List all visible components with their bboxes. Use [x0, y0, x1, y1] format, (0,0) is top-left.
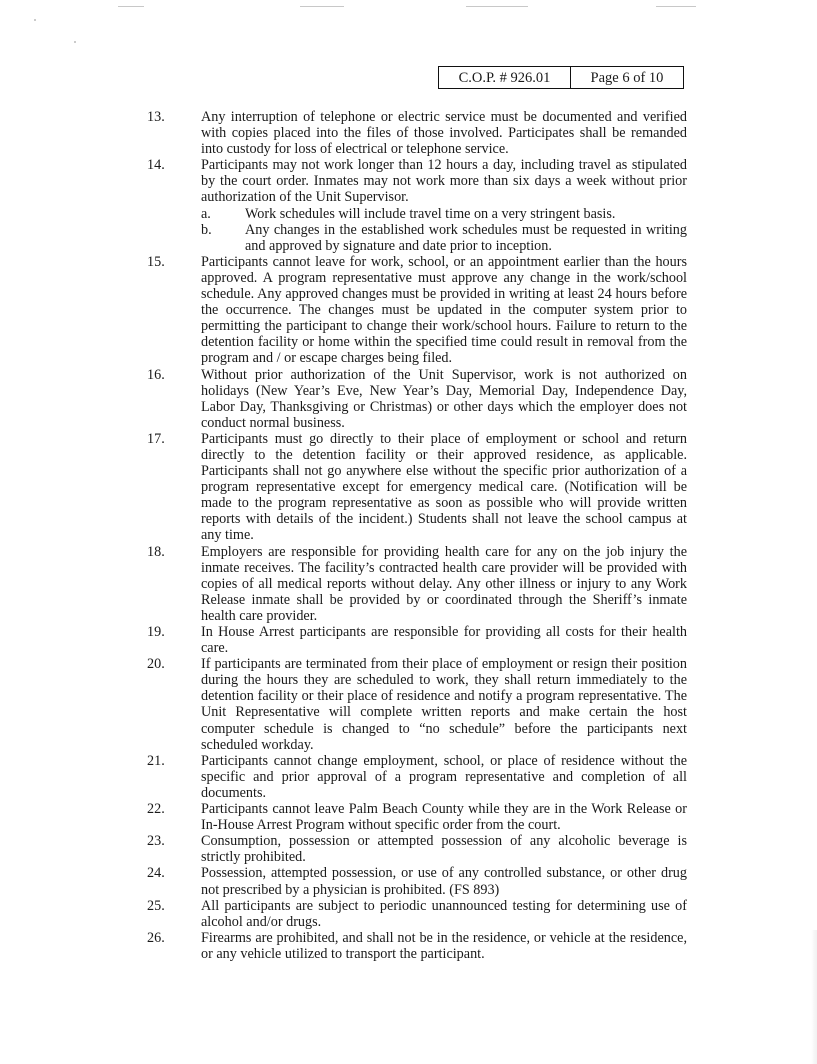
item-text: Participants cannot leave Palm Beach County while they are in the Work Release or In-House Arrest Program without specific order from the court.	[201, 801, 687, 834]
sub-item-text: Any changes in the established work schedules must be requested in writing and approved by signature and date prior to inception.	[245, 221, 687, 254]
item-text: Possession, attempted possession, or use of any controlled substance, or other drug not prescribed by a physician is prohibited. (FS 893)	[201, 865, 687, 898]
item-number: 16.	[147, 366, 165, 383]
item-number: 18.	[147, 543, 165, 560]
item-number: 25.	[147, 897, 165, 914]
item-text: If participants are terminated from their place of employment or resign their position during the hours they are scheduled to work, they shall return immediately to the detention facility or their place of residence and notify a program representative. The Unit Representative will complete written reports and make certain the host computer schedule is changed to “no schedule” before the participants next scheduled workday.	[201, 656, 687, 753]
list-item	[147, 431, 687, 544]
scan-artifacts	[0, 0, 817, 14]
sub-item	[201, 206, 687, 222]
item-number: 19.	[147, 624, 165, 640]
scan-edge-shadow	[811, 930, 817, 1064]
item-number: 26.	[147, 929, 165, 946]
list-item	[147, 367, 687, 431]
list-item	[147, 109, 687, 157]
list-item	[147, 898, 687, 930]
sub-item-letter: a.	[201, 205, 211, 222]
item-text: In House Arrest participants are responsible for providing all costs for their health care.	[201, 624, 687, 657]
item-text: Without prior authorization of the Unit Supervisor, work is not authorized on holidays (New Year’s Eve, New Year’s Day, Memorial Day, Independence Day, Labor Day, Thanksgiving or Christmas) or other days which the employer does not conduct normal business.	[201, 366, 687, 431]
item-number: 23.	[147, 833, 165, 850]
list-item	[147, 930, 687, 962]
item-text: Employers are responsible for providing health care for any on the job injury the inmate receives. The facility’s contracted health care provider will be provided with copies of all medical reports without delay. Any other illness or injury to any Work Release inmate shall be provided by or coordinated through the Sheriff’s inmate health care provider.	[201, 543, 687, 624]
list-item	[147, 544, 687, 624]
page-number: Page 6 of 10	[590, 69, 664, 86]
list-item	[147, 157, 687, 254]
sub-item-letter: b.	[201, 221, 212, 238]
numbered-rules-list	[147, 109, 687, 962]
item-number: 14.	[147, 157, 165, 174]
sub-item-text: Work schedules will include travel time on a very stringent basis.	[245, 205, 616, 222]
item-number: 17.	[147, 430, 165, 447]
item-text: Participants cannot change employment, school, or place of residence without the specific and prior approval of a program representative and completion of all documents.	[201, 752, 687, 801]
item-text: All participants are subject to periodic unannounced testing for determining use of alcohol and/or drugs.	[201, 897, 687, 930]
item-text: Firearms are prohibited, and shall not be in the residence, or vehicle at the residence, or any vehicle utilized to transport the participant.	[201, 929, 687, 962]
list-item	[147, 753, 687, 801]
item-text: Consumption, possession or attempted possession of any alcoholic beverage is strictly prohibited.	[201, 833, 687, 866]
item-body	[201, 157, 687, 254]
list-item	[147, 865, 687, 897]
document-reference-box	[438, 66, 684, 89]
item-number: 22.	[147, 801, 165, 818]
item-number: 20.	[147, 656, 165, 673]
sub-item	[201, 222, 687, 254]
item-number: 21.	[147, 752, 165, 769]
scan-speck	[34, 19, 36, 21]
item-text: Participants must go directly to their place of employment or school and return directly to the detention facility or their approved residence, as applicable. Participants shall not go anywhere else without the specific prior authorization of a program representative except for emergency medical care. (Notification will be made to the program representative as soon as possible who will provide written reports with details of the incident.) Students shall not leave the school campus at any time.	[201, 430, 687, 544]
item-number: 13.	[147, 109, 165, 125]
list-item	[147, 801, 687, 833]
item-text: Any interruption of telephone or electric service must be documented and verified with copies placed into the files of those involved. Participates shall be remanded into custody for loss of electrical or telephone service.	[201, 109, 687, 158]
scan-speck	[74, 41, 76, 43]
list-item	[147, 624, 687, 656]
item-number: 15.	[147, 253, 165, 270]
list-item	[147, 833, 687, 865]
item-text: Participants cannot leave for work, school, or an appointment earlier than the hours approved. A program representative must approve any change in the work/school schedule. Any approved changes must be provided in writing at least 24 hours before the occurrence. The changes must be updated in the computer system prior to permitting the participant to change their work/school hours. Failure to return to the detention facility or home within the specified time could result in removal from the program and / or escape charges being filed.	[201, 253, 687, 367]
item-number: 24.	[147, 865, 165, 882]
cop-number: C.O.P. # 926.01	[439, 67, 571, 88]
list-item	[147, 656, 687, 753]
list-item	[147, 254, 687, 367]
item-text: Participants may not work longer than 12 hours a day, including travel as stipulated by the court order. Inmates may not work more than six days a week without prior authorization of the Unit Supervisor.	[201, 157, 687, 206]
